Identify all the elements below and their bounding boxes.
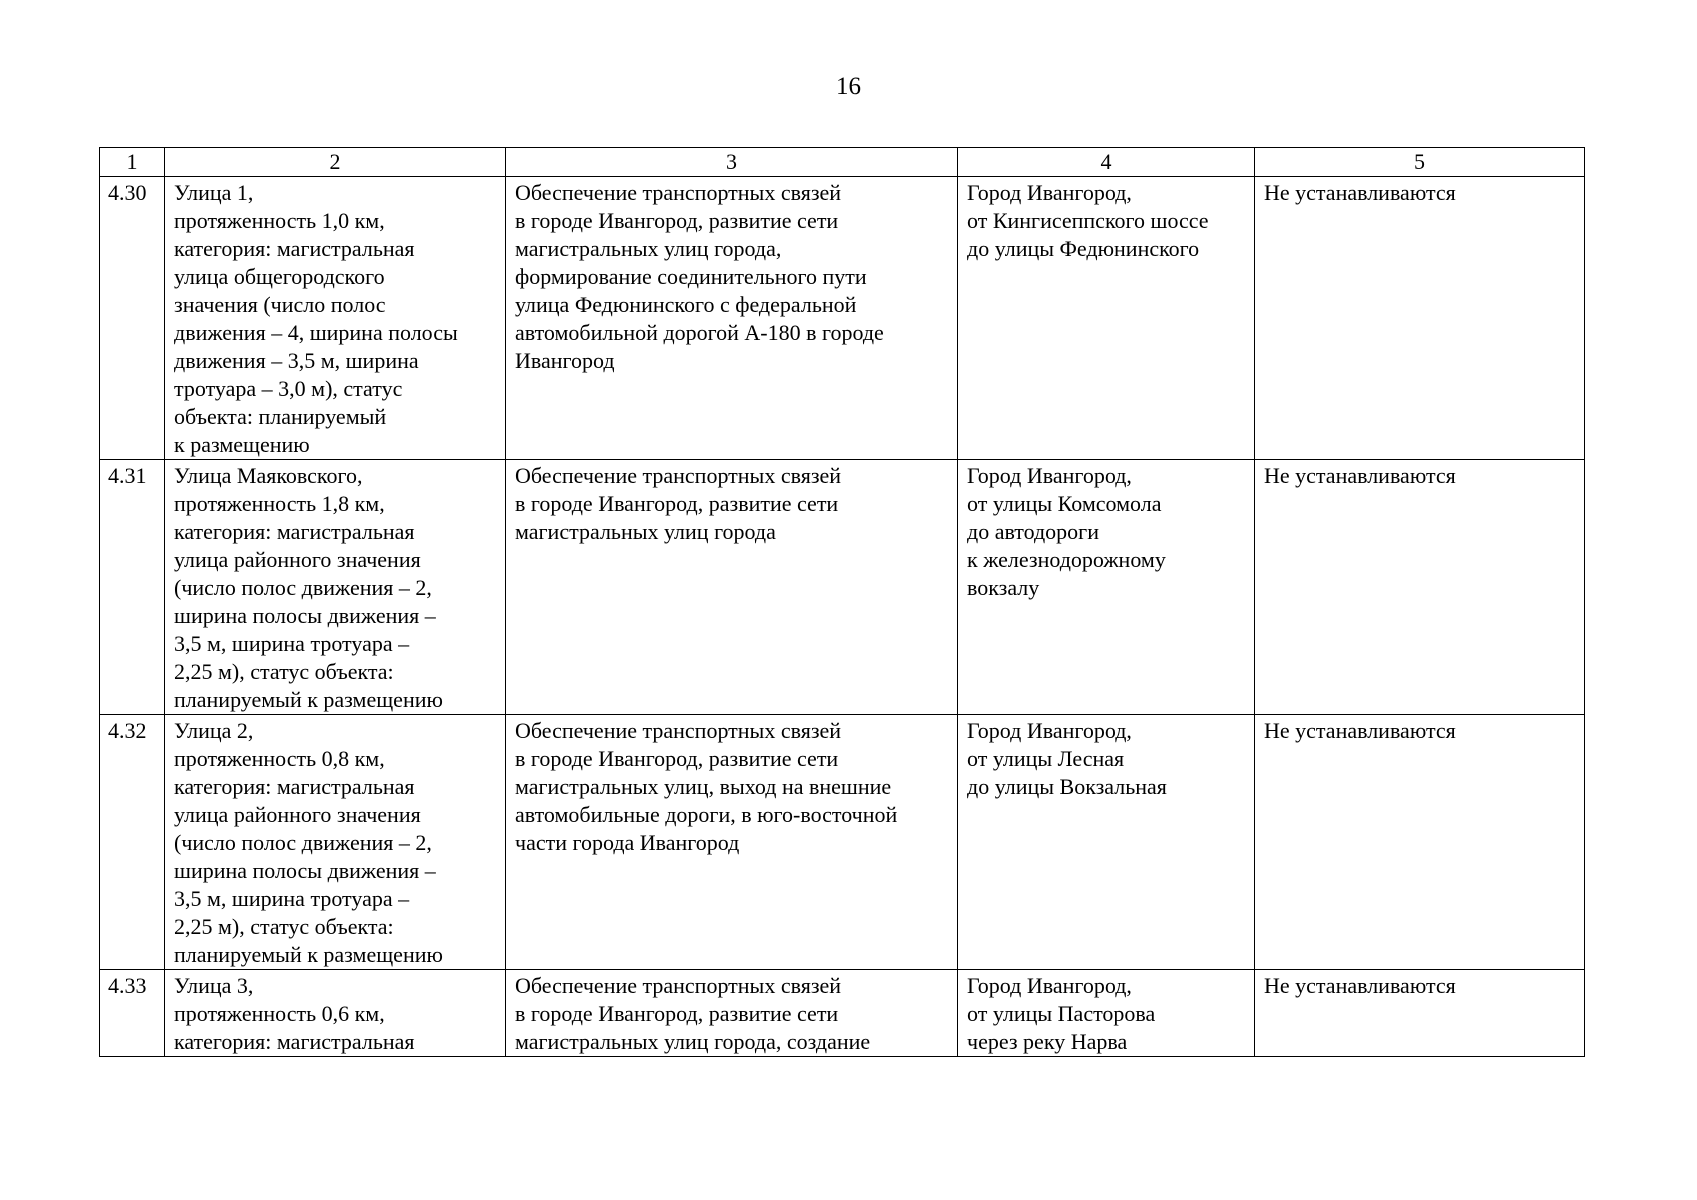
table-row	[100, 177, 1585, 460]
cell-line: в городе Ивангород, развитие сети	[515, 208, 839, 233]
cell-line: до автодороги	[967, 519, 1099, 544]
cell-line: магистральных улиц, выход на внешние	[515, 774, 892, 799]
cell-line: улица районного значения	[174, 547, 421, 572]
cell-line: Город Ивангород,	[967, 180, 1132, 205]
cell-line: Город Ивангород,	[967, 718, 1132, 743]
cell-line: тротуара – 3,0 м), статус	[174, 376, 403, 401]
cell-line: через реку Нарва	[967, 1029, 1128, 1054]
cell-line: 3,5 м, ширина тротуара –	[174, 631, 410, 656]
cell-line: к железнодорожному	[967, 547, 1166, 572]
cell-line: протяженность 1,0 км,	[174, 208, 385, 233]
purpose-cell	[506, 177, 958, 460]
cell-line: 2,25 м), статус объекта:	[174, 659, 394, 684]
cell-line: (число полос движения – 2,	[174, 830, 432, 855]
purpose-cell	[506, 970, 958, 1057]
cell-line: ширина полосы движения –	[174, 858, 436, 883]
cell-line: улица Федюнинского с федеральной	[515, 292, 857, 317]
cell-line: в городе Ивангород, развитие сети	[515, 746, 839, 771]
column-header: 2	[165, 148, 506, 177]
cell-line: Улица 3,	[174, 973, 254, 998]
row-number: 4.33	[100, 970, 165, 1057]
cell-line: протяженность 1,8 км,	[174, 491, 385, 516]
cell-line: движения – 4, ширина полосы	[174, 320, 458, 345]
cell-line: от улицы Комсомола	[967, 491, 1162, 516]
column-header: 1	[100, 148, 165, 177]
cell-line: Не устанавливаются	[1264, 463, 1456, 488]
cell-line: автомобильные дороги, в юго-восточной	[515, 802, 898, 827]
cell-line: в городе Ивангород, развитие сети	[515, 1001, 839, 1026]
cell-line: значения (число полос	[174, 292, 386, 317]
cell-line: улица общегородского	[174, 264, 385, 289]
cell-line: Не устанавливаются	[1264, 718, 1456, 743]
cell-line: к размещению	[174, 432, 310, 457]
location-cell	[958, 460, 1255, 715]
cell-line: в городе Ивангород, развитие сети	[515, 491, 839, 516]
column-header: 4	[958, 148, 1255, 177]
table-header-row	[100, 148, 1585, 177]
cell-line: до улицы Федюнинского	[967, 236, 1200, 261]
column-header: 3	[506, 148, 958, 177]
cell-line: от Кингисеппского шоссе	[967, 208, 1209, 233]
cell-line: протяженность 0,6 км,	[174, 1001, 385, 1026]
cell-line: планируемый к размещению	[174, 942, 443, 967]
cell-line: протяженность 0,8 км,	[174, 746, 385, 771]
cell-line: категория: магистральная	[174, 519, 415, 544]
table-row	[100, 460, 1585, 715]
column-header: 5	[1255, 148, 1585, 177]
object-name-cell	[165, 970, 506, 1057]
cell-line: магистральных улиц города, создание	[515, 1029, 871, 1054]
cell-line: Город Ивангород,	[967, 463, 1132, 488]
row-number: 4.31	[100, 460, 165, 715]
cell-line: от улицы Лесная	[967, 746, 1125, 771]
cell-line: объекта: планируемый	[174, 404, 387, 429]
cell-line: 3,5 м, ширина тротуара –	[174, 886, 410, 911]
object-name-cell	[165, 715, 506, 970]
cell-line: магистральных улиц города,	[515, 236, 782, 261]
purpose-cell	[506, 460, 958, 715]
objects-table	[99, 147, 1585, 1057]
purpose-cell	[506, 715, 958, 970]
cell-line: автомобильной дорогой А-180 в городе	[515, 320, 884, 345]
page-number: 16	[836, 73, 861, 100]
cell-line: Город Ивангород,	[967, 973, 1132, 998]
cell-line: Обеспечение транспортных связей	[515, 463, 842, 488]
table-row	[100, 970, 1585, 1057]
cell-line: категория: магистральная	[174, 774, 415, 799]
cell-line: Не устанавливаются	[1264, 180, 1456, 205]
cell-line: части города Ивангород	[515, 830, 740, 855]
cell-line: вокзалу	[967, 575, 1040, 600]
zone-cell	[1255, 177, 1585, 460]
object-name-cell	[165, 177, 506, 460]
zone-cell	[1255, 460, 1585, 715]
object-name-cell	[165, 460, 506, 715]
cell-line: магистральных улиц города	[515, 519, 776, 544]
cell-line: Улица Маяковского,	[174, 463, 363, 488]
cell-line: Обеспечение транспортных связей	[515, 973, 842, 998]
cell-line: движения – 3,5 м, ширина	[174, 348, 419, 373]
cell-line: Ивангород	[515, 348, 615, 373]
row-number: 4.30	[100, 177, 165, 460]
cell-line: до улицы Вокзальная	[967, 774, 1167, 799]
cell-line: категория: магистральная	[174, 1029, 415, 1054]
cell-line: Улица 1,	[174, 180, 254, 205]
row-number: 4.32	[100, 715, 165, 970]
table-row	[100, 715, 1585, 970]
cell-line: Обеспечение транспортных связей	[515, 180, 842, 205]
cell-line: планируемый к размещению	[174, 687, 443, 712]
cell-line: 2,25 м), статус объекта:	[174, 914, 394, 939]
location-cell	[958, 177, 1255, 460]
location-cell	[958, 715, 1255, 970]
cell-line: формирование соединительного пути	[515, 264, 867, 289]
cell-line: (число полос движения – 2,	[174, 575, 432, 600]
zone-cell	[1255, 715, 1585, 970]
cell-line: улица районного значения	[174, 802, 421, 827]
cell-line: от улицы Пасторова	[967, 1001, 1156, 1026]
cell-line: Улица 2,	[174, 718, 254, 743]
cell-line: ширина полосы движения –	[174, 603, 436, 628]
cell-line: Обеспечение транспортных связей	[515, 718, 842, 743]
zone-cell	[1255, 970, 1585, 1057]
cell-line: Не устанавливаются	[1264, 973, 1456, 998]
location-cell	[958, 970, 1255, 1057]
cell-line: категория: магистральная	[174, 236, 415, 261]
